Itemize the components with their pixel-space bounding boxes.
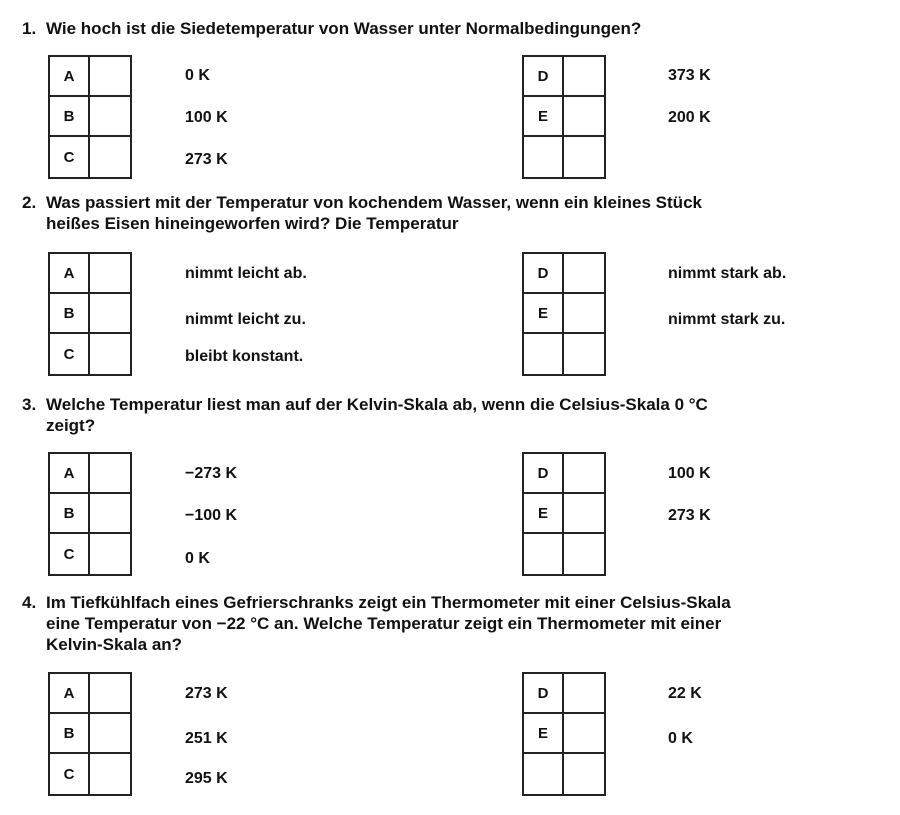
option-letter-c: C xyxy=(50,334,90,374)
empty-cell xyxy=(564,334,604,374)
question-number: 1. xyxy=(22,19,37,38)
answer-grid-left xyxy=(48,452,132,576)
answer-grid-right xyxy=(522,452,606,576)
checkbox-c[interactable] xyxy=(90,754,130,794)
question-2 xyxy=(0,192,900,382)
option-letter-d: D xyxy=(524,674,564,714)
question-line: zeigt? xyxy=(46,416,96,435)
option-text-d: 22 K xyxy=(668,685,702,702)
option-letter-e: E xyxy=(524,97,564,137)
option-letter-c: C xyxy=(50,534,90,574)
option-text-d: 373 K xyxy=(668,67,711,84)
option-text-b: 251 K xyxy=(185,730,228,747)
question-number: 2. xyxy=(22,193,37,212)
option-text-c: 295 K xyxy=(185,770,228,787)
option-letter-d: D xyxy=(524,454,564,494)
answer-grid-right xyxy=(522,55,606,179)
empty-cell xyxy=(524,334,564,374)
option-text-b: −100 K xyxy=(185,507,238,524)
option-letter-a: A xyxy=(50,454,90,494)
checkbox-a[interactable] xyxy=(90,674,130,714)
answer-grid-left xyxy=(48,672,132,796)
option-text-d: 100 K xyxy=(668,465,711,482)
checkbox-c[interactable] xyxy=(90,137,130,177)
checkbox-d[interactable] xyxy=(564,254,604,294)
question-line: Kelvin-Skala an? xyxy=(46,635,183,654)
empty-cell xyxy=(524,754,564,794)
option-letter-d: D xyxy=(524,254,564,294)
option-text-a: −273 K xyxy=(185,465,238,482)
option-letter-c: C xyxy=(50,754,90,794)
option-text-c: 273 K xyxy=(185,151,228,168)
question-1 xyxy=(0,0,900,190)
option-text-c: 0 K xyxy=(185,550,210,567)
question-line: Wie hoch ist die Siedetemperatur von Wasser unter Normalbedingungen? xyxy=(46,19,642,38)
checkbox-c[interactable] xyxy=(90,334,130,374)
question-text xyxy=(22,192,872,234)
option-letter-b: B xyxy=(50,97,90,137)
checkbox-a[interactable] xyxy=(90,454,130,494)
question-line: eine Temperatur von −22 °C an. Welche Temperatur zeigt ein Thermometer mit einer xyxy=(46,614,722,633)
empty-cell xyxy=(524,137,564,177)
question-text xyxy=(22,18,872,39)
checkbox-e[interactable] xyxy=(564,714,604,754)
checkbox-d[interactable] xyxy=(564,454,604,494)
option-text-e: 200 K xyxy=(668,109,711,126)
checkbox-e[interactable] xyxy=(564,294,604,334)
checkbox-b[interactable] xyxy=(90,294,130,334)
checkbox-b[interactable] xyxy=(90,97,130,137)
question-line: Was passiert mit der Temperatur von kochendem Wasser, wenn ein kleines Stück xyxy=(46,193,702,212)
option-letter-e: E xyxy=(524,714,564,754)
checkbox-d[interactable] xyxy=(564,57,604,97)
answer-grid-right xyxy=(522,252,606,376)
option-text-a: 273 K xyxy=(185,685,228,702)
checkbox-c[interactable] xyxy=(90,534,130,574)
option-text-a: nimmt leicht ab. xyxy=(185,265,307,282)
question-line: heißes Eisen hineingeworfen wird? Die Temperatur xyxy=(46,214,459,233)
option-text-a: 0 K xyxy=(185,67,210,84)
question-number: 4. xyxy=(22,593,37,612)
empty-cell xyxy=(524,534,564,574)
option-text-b: nimmt leicht zu. xyxy=(185,311,306,328)
checkbox-e[interactable] xyxy=(564,97,604,137)
option-letter-a: A xyxy=(50,57,90,97)
option-letter-c: C xyxy=(50,137,90,177)
answer-grid-right xyxy=(522,672,606,796)
question-4 xyxy=(0,592,900,815)
empty-cell xyxy=(564,137,604,177)
question-text xyxy=(22,394,872,436)
checkbox-b[interactable] xyxy=(90,494,130,534)
option-text-e: nimmt stark zu. xyxy=(668,311,786,328)
option-letter-d: D xyxy=(524,57,564,97)
option-text-d: nimmt stark ab. xyxy=(668,265,787,282)
option-text-e: 0 K xyxy=(668,730,693,747)
option-letter-e: E xyxy=(524,294,564,334)
empty-cell xyxy=(564,534,604,574)
question-text xyxy=(22,592,872,655)
option-letter-b: B xyxy=(50,294,90,334)
question-number: 3. xyxy=(22,395,37,414)
option-letter-a: A xyxy=(50,254,90,294)
checkbox-a[interactable] xyxy=(90,254,130,294)
option-text-c: bleibt konstant. xyxy=(185,348,304,365)
option-text-b: 100 K xyxy=(185,109,228,126)
option-letter-b: B xyxy=(50,714,90,754)
answer-grid-left xyxy=(48,55,132,179)
option-letter-b: B xyxy=(50,494,90,534)
question-3 xyxy=(0,394,900,584)
answer-grid-left xyxy=(48,252,132,376)
question-line: Im Tiefkühlfach eines Gefrierschranks zeigt ein Thermometer mit einer Celsius-Skala xyxy=(46,593,731,612)
empty-cell xyxy=(564,754,604,794)
option-text-e: 273 K xyxy=(668,507,711,524)
checkbox-d[interactable] xyxy=(564,674,604,714)
checkbox-e[interactable] xyxy=(564,494,604,534)
checkbox-a[interactable] xyxy=(90,57,130,97)
checkbox-b[interactable] xyxy=(90,714,130,754)
option-letter-a: A xyxy=(50,674,90,714)
question-line: Welche Temperatur liest man auf der Kelvin-Skala ab, wenn die Celsius-Skala 0 °C xyxy=(46,395,708,414)
option-letter-e: E xyxy=(524,494,564,534)
